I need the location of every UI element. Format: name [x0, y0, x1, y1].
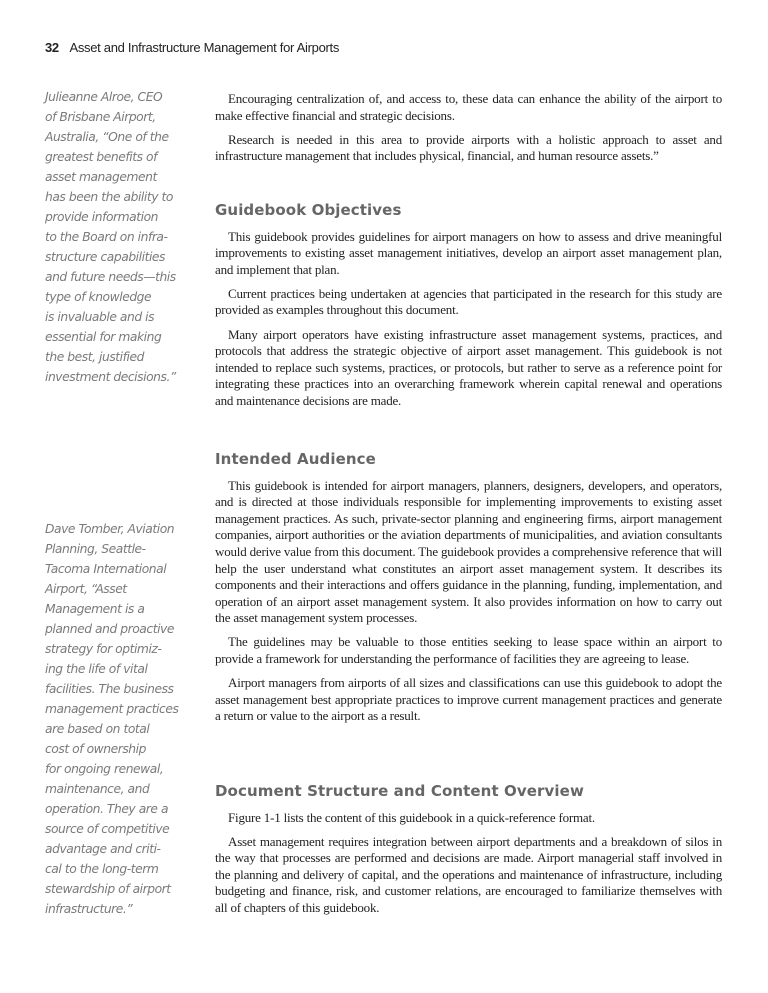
paragraph: This guidebook provides guidelines for airport managers on how to assess and drive meaningful improvements to existing asset management initiatives, develop an airport asset management plan, and implement that plan. [215, 228, 722, 277]
sidebar-quote-line: Julieanne Alroe, CEO [45, 90, 163, 104]
sidebar-quote-line: investment decisions.” [45, 370, 176, 384]
sidebar-quote-line: Dave Tomber, Aviation [45, 522, 175, 536]
sidebar-quote-line: cost of ownership [45, 742, 146, 756]
sidebar-quote-line: for ongoing renewal, [45, 762, 164, 776]
sidebar-quote-line: source of competitive [45, 822, 170, 836]
paragraph: Asset management requires integration between airport departments and a breakdown of silos in the way that processes are performed and decisions are made. Airport managerial staff involved in the planning and delivery of capital, and the operations and maintenance of infrastructure, including budgeting and finance, risk, and customer relations, are encouraged to familiarize themselves with all of chapters of this guidebook. [215, 833, 722, 916]
paragraph: This guidebook is intended for airport managers, planners, designers, developers, and operators, and is directed at those individuals responsible for implementing improvements to existing asset management practices. As such, private-sector planning and engineering firms, airport management companies, airport authorities or the aviation departments of municipalities, and aviation consultants would derive value from this document. The guidebook provides a comprehensive reference that will help the user understand what constitutes an airport asset management system. It describes its components and their interactions and offers guidance in the planning, funding, implementation, and operation of an airport asset management system. It also provides information on how to carry out the asset management system processes. [215, 477, 722, 626]
running-header [45, 40, 339, 55]
sidebar-quote-line: to the Board on infra- [45, 230, 168, 244]
sidebar-quote-line: and future needs—this [45, 270, 176, 284]
sidebar-quote-line: provide information [45, 210, 158, 224]
section-heading: Intended Audience [215, 450, 376, 468]
sidebar-quote-line: strategy for optimiz- [45, 642, 162, 656]
sidebar-quote-line: asset management [45, 170, 157, 184]
sidebar-quote-line: are based on total [45, 722, 150, 736]
sidebar-quote-line: Airport, “Asset [45, 582, 127, 596]
paragraph: Encouraging centralization of, and access to, these data can enhance the ability of the airport to make effective financial and strategic decisions. [215, 91, 722, 123]
paragraph: Research is needed in this area to provide airports with a holistic approach to asset and infrastructure management that includes physical, financial, and human resource assets.” [215, 131, 722, 164]
section-heading: Guidebook Objectives [215, 201, 402, 219]
sidebar-quote-line: cal to the long-term [45, 862, 159, 876]
sidebar-quote-line: management practices [45, 702, 179, 716]
sidebar-quote-line: planned and proactive [45, 622, 174, 636]
paragraph: Current practices being undertaken at agencies that participated in the research for this study are provided as examples throughout this document. [215, 285, 722, 318]
audience-section [215, 451, 722, 732]
sidebar-quote-line: stewardship of airport [45, 882, 171, 896]
objectives-section [215, 202, 722, 417]
sidebar-quote-line: Management is a [45, 602, 145, 616]
sidebar-quote-line: the best, justified [45, 350, 144, 364]
sidebar-quote-alroe [45, 87, 195, 387]
sidebar-quote-line: type of knowledge [45, 290, 152, 304]
sidebar-quote-line: has been the ability to [45, 190, 173, 204]
sidebar-quote-line: ing the life of vital [45, 662, 148, 676]
sidebar-quote-line: essential for making [45, 330, 162, 344]
paragraph: The guidelines may be valuable to those entities seeking to lease space within an airport to provide a framework for understanding the performance of facilities they are agreeing to lease. [215, 634, 722, 667]
paragraph: Airport managers from airports of all sizes and classifications can use this guidebook to adopt the asset management best appropriate practices to improve current management practices and generate a return or value to the airport as a result. [215, 675, 722, 724]
section-heading: Document Structure and Content Overview [215, 782, 584, 800]
sidebar-quote-line: advantage and criti- [45, 842, 161, 856]
sidebar-quote-line: is invaluable and is [45, 310, 155, 324]
paragraph: Many airport operators have existing infrastructure asset management systems, practices, and protocols that address the strategic objective of airport asset management. This guidebook is not intended to replace such systems, practices, or protocols, but rather to serve as a reference point for integrating these practices into an overarching framework wherein capital renewal and operations and maintenance decisions are made. [215, 326, 722, 408]
running-title: Asset and Infrastructure Management for Airports [69, 40, 340, 55]
sidebar-quote-line: facilities. The business [45, 682, 174, 696]
intro-section [215, 91, 722, 172]
sidebar-quote-line: Australia, “One of the [45, 130, 169, 144]
structure-section [215, 783, 722, 924]
sidebar-quote-line: greatest benefits of [45, 150, 157, 164]
sidebar-quote-line: Planning, Seattle- [45, 542, 146, 556]
sidebar-quote-tomber [45, 519, 195, 919]
paragraph: Figure 1-1 lists the content of this guidebook in a quick-reference format. [228, 809, 595, 825]
sidebar-quote-line: Tacoma International [45, 562, 167, 576]
sidebar-quote-line: maintenance, and [45, 782, 150, 796]
sidebar-quote-line: operation. They are a [45, 802, 169, 816]
sidebar-quote-line: infrastructure.” [45, 902, 133, 916]
page-number: 32 [45, 40, 59, 55]
sidebar-quote-line: of Brisbane Airport, [45, 110, 156, 124]
sidebar-quote-line: structure capabilities [45, 250, 165, 264]
